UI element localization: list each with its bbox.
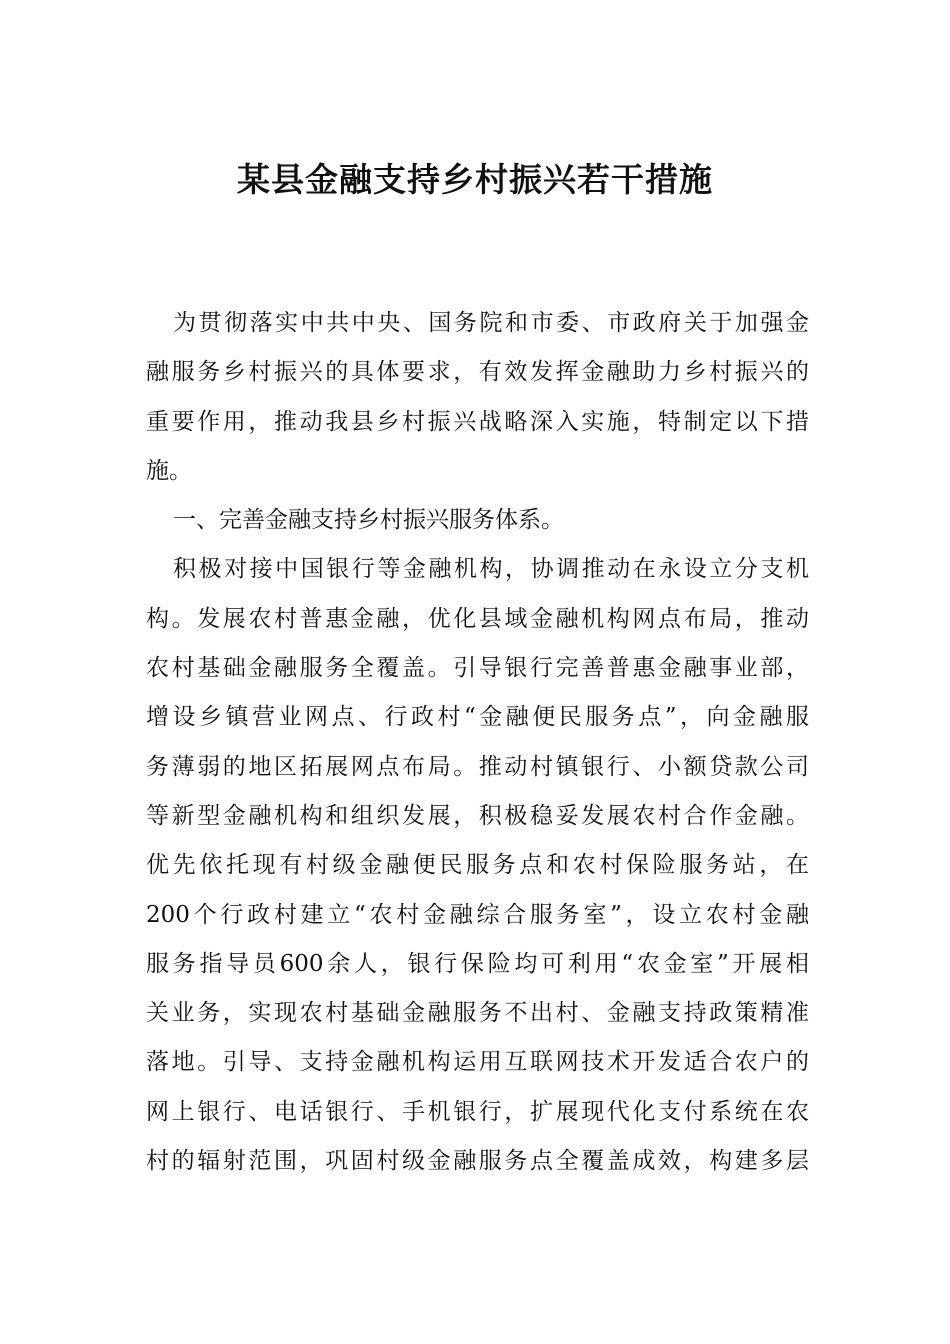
document-title: 某县金融支持乡村振兴若干措施 <box>237 160 713 199</box>
paragraph-line: 200个行政村建立“农村金融综合服务室”，设立农村金融 <box>146 901 809 928</box>
paragraph-line: 关业务，实现农村基础金融服务不出村、金融支持政策精准 <box>146 1000 809 1027</box>
document-body <box>146 299 809 1186</box>
paragraph-line: 积极对接中国银行等金融机构，协调推动在永设立分支机 <box>173 556 809 583</box>
paragraph-line: 构。发展农村普惠金融，优化县域金融机构网点布局，推动 <box>146 605 809 632</box>
paragraph-line: 网上银行、电话银行、手机银行，扩展现代化支付系统在农 <box>146 1098 809 1125</box>
paragraph-line: 务薄弱的地区拓展网点布局。推动村镇银行、小额贷款公司 <box>146 753 809 780</box>
paragraph-line: 融服务乡村振兴的具体要求，有效发挥金融助力乡村振兴的 <box>146 359 809 386</box>
section-heading: 一、完善金融支持乡村振兴服务体系。 <box>173 507 564 534</box>
paragraph-line: 重要作用，推动我县乡村振兴战略深入实施，特制定以下措 <box>146 408 809 435</box>
paragraph-line: 服务指导员600余人，银行保险均可利用“农金室”开展相 <box>146 950 809 977</box>
paragraph-line: 农村基础金融服务全覆盖。引导银行完善普惠金融事业部， <box>146 655 809 682</box>
paragraph-line: 施。 <box>146 457 192 484</box>
paragraph-line: 增设乡镇营业网点、行政村“金融便民服务点”，向金融服 <box>146 704 809 731</box>
paragraph-line: 优先依托现有村级金融便民服务点和农村保险服务站，在 <box>146 852 809 879</box>
paragraph-line: 等新型金融机构和组织发展，积极稳妥发展农村合作金融。 <box>146 802 809 829</box>
paragraph-line: 落地。引导、支持金融机构运用互联网技术开发适合农户的 <box>146 1049 809 1076</box>
paragraph-line: 村的辐射范围，巩固村级金融服务点全覆盖成效，构建多层 <box>146 1148 809 1175</box>
paragraph-line: 为贯彻落实中共中央、国务院和市委、市政府关于加强金 <box>173 310 809 336</box>
